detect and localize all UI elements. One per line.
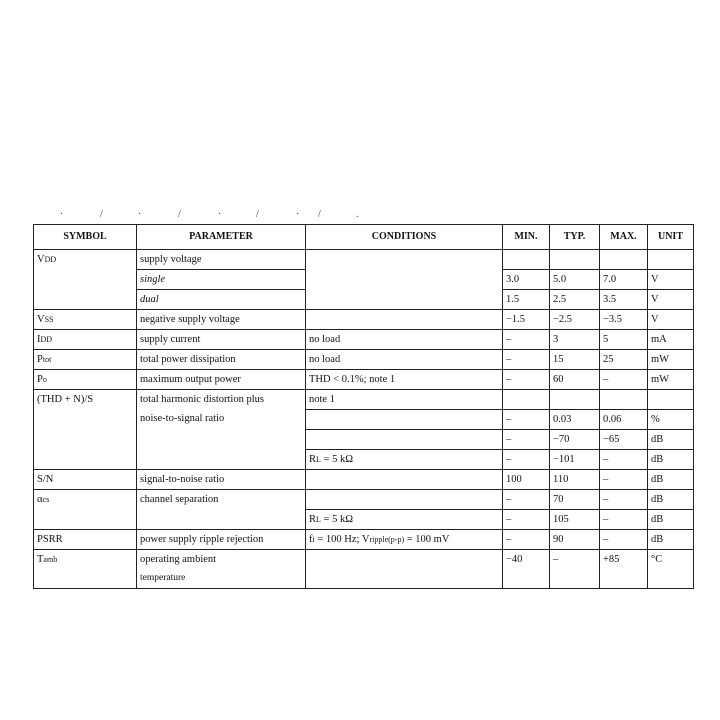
unit-cell: % [648,410,694,430]
col-header-conditions: CONDITIONS [306,225,503,250]
min-cell: −1.5 [503,310,550,330]
unit-cell: V [648,290,694,310]
max-cell: – [600,530,648,550]
parameter-cell: negative supply voltage [137,310,306,330]
unit-cell: dB [648,510,694,530]
parameter-cell: supply voltage [137,250,306,270]
min-cell: – [503,350,550,370]
max-cell: +85 [600,550,648,589]
parameter-cell: operating ambient temperature [137,550,306,589]
unit-cell: V [648,310,694,330]
conditions-cell: no load [306,330,503,350]
min-cell: −40 [503,550,550,589]
header-mark: · [296,209,300,220]
col-header-max: MAX. [600,225,648,250]
min-cell: – [503,410,550,430]
header-mark: · [138,209,142,220]
unit-cell: dB [648,430,694,450]
max-cell: – [600,450,648,470]
typ-cell: −101 [550,450,600,470]
parameter-cell: power supply ripple rejection [137,530,306,550]
symbol-cell: PSRR [34,530,137,550]
typ-cell: 110 [550,470,600,490]
unit-cell: mW [648,370,694,390]
typ-cell: 70 [550,490,600,510]
conditions-cell [306,250,503,310]
unit-cell: V [648,270,694,290]
table-header-row [34,225,694,250]
parameter-cell: maximum output power [137,370,306,390]
max-cell: – [600,490,648,510]
symbol-cell: IDD [34,330,137,350]
parameter-cell: total power dissipation [137,350,306,370]
unit-cell: °C [648,550,694,589]
typ-cell: −2.5 [550,310,600,330]
conditions-cell: THD < 0.1%; note 1 [306,370,503,390]
symbol-cell: Po [34,370,137,390]
header-mark: / [318,209,321,220]
max-cell: 7.0 [600,270,648,290]
typ-cell: −70 [550,430,600,450]
typ-cell: 105 [550,510,600,530]
header-mark: / [256,209,259,220]
conditions-cell: fi = 100 Hz; Vripple(p-p) = 100 mV [306,530,503,550]
table-row [34,550,694,589]
table-row [34,350,694,370]
conditions-cell: no load [306,350,503,370]
header-marks [60,210,380,220]
col-header-min: MIN. [503,225,550,250]
parameter-cell: total harmonic distortion plus noise-to-signal ratio [137,390,306,470]
typ-cell: 3 [550,330,600,350]
max-cell: – [600,510,648,530]
typ-cell: – [550,550,600,589]
table-row [34,310,694,330]
max-cell: 3.5 [600,290,648,310]
min-cell: – [503,510,550,530]
characteristics-table [33,224,694,589]
min-cell: – [503,370,550,390]
conditions-cell [306,410,503,430]
typ-cell: 0.03 [550,410,600,430]
max-cell: 0.06 [600,410,648,430]
parameter-subcell: dual [137,290,306,310]
unit-cell: dB [648,470,694,490]
max-cell: 25 [600,350,648,370]
max-cell: – [600,470,648,490]
min-cell: – [503,330,550,350]
min-cell: – [503,530,550,550]
unit-cell: mA [648,330,694,350]
typ-cell: 2.5 [550,290,600,310]
min-cell: 100 [503,470,550,490]
table-row [34,330,694,350]
symbol-cell: (THD + N)/S [34,390,137,470]
parameter-cell: supply current [137,330,306,350]
table-row [34,470,694,490]
min-cell: 3.0 [503,270,550,290]
symbol-cell: αcs [34,490,137,530]
conditions-cell: RL = 5 kΩ [306,450,503,470]
header-mark: · [218,209,222,220]
typ-cell: 90 [550,530,600,550]
max-cell: −65 [600,430,648,450]
min-cell: – [503,450,550,470]
table-row [34,250,694,270]
conditions-cell: RL = 5 kΩ [306,510,503,530]
table-row [34,390,694,410]
symbol-cell: VSS [34,310,137,330]
col-header-unit: UNIT [648,225,694,250]
min-cell: – [503,430,550,450]
unit-cell: dB [648,490,694,510]
unit-cell: dB [648,530,694,550]
col-header-typ: TYP. [550,225,600,250]
conditions-cell [306,310,503,330]
typ-cell: 5.0 [550,270,600,290]
max-cell: −3.5 [600,310,648,330]
table-row [34,370,694,390]
conditions-cell [306,470,503,490]
parameter-subcell: single [137,270,306,290]
conditions-cell: note 1 [306,390,503,410]
symbol-cell: Tamb [34,550,137,589]
header-mark: · [60,209,64,220]
table-row [34,490,694,510]
header-mark: / [100,209,103,220]
typ-cell: 15 [550,350,600,370]
conditions-cell [306,550,503,589]
col-header-parameter: PARAMETER [137,225,306,250]
min-cell: – [503,490,550,510]
unit-cell: mW [648,350,694,370]
typ-cell: 60 [550,370,600,390]
unit-cell: dB [648,450,694,470]
parameter-cell: channel separation [137,490,306,530]
symbol-cell: Ptot [34,350,137,370]
conditions-cell [306,430,503,450]
max-cell: 5 [600,330,648,350]
conditions-cell [306,490,503,510]
symbol-cell: VDD [34,250,137,310]
max-cell: – [600,370,648,390]
symbol-cell: S/N [34,470,137,490]
col-header-symbol: SYMBOL [34,225,137,250]
table-row [34,530,694,550]
min-cell: 1.5 [503,290,550,310]
parameter-cell: signal-to-noise ratio [137,470,306,490]
header-mark: . [356,209,359,220]
header-mark: / [178,209,181,220]
